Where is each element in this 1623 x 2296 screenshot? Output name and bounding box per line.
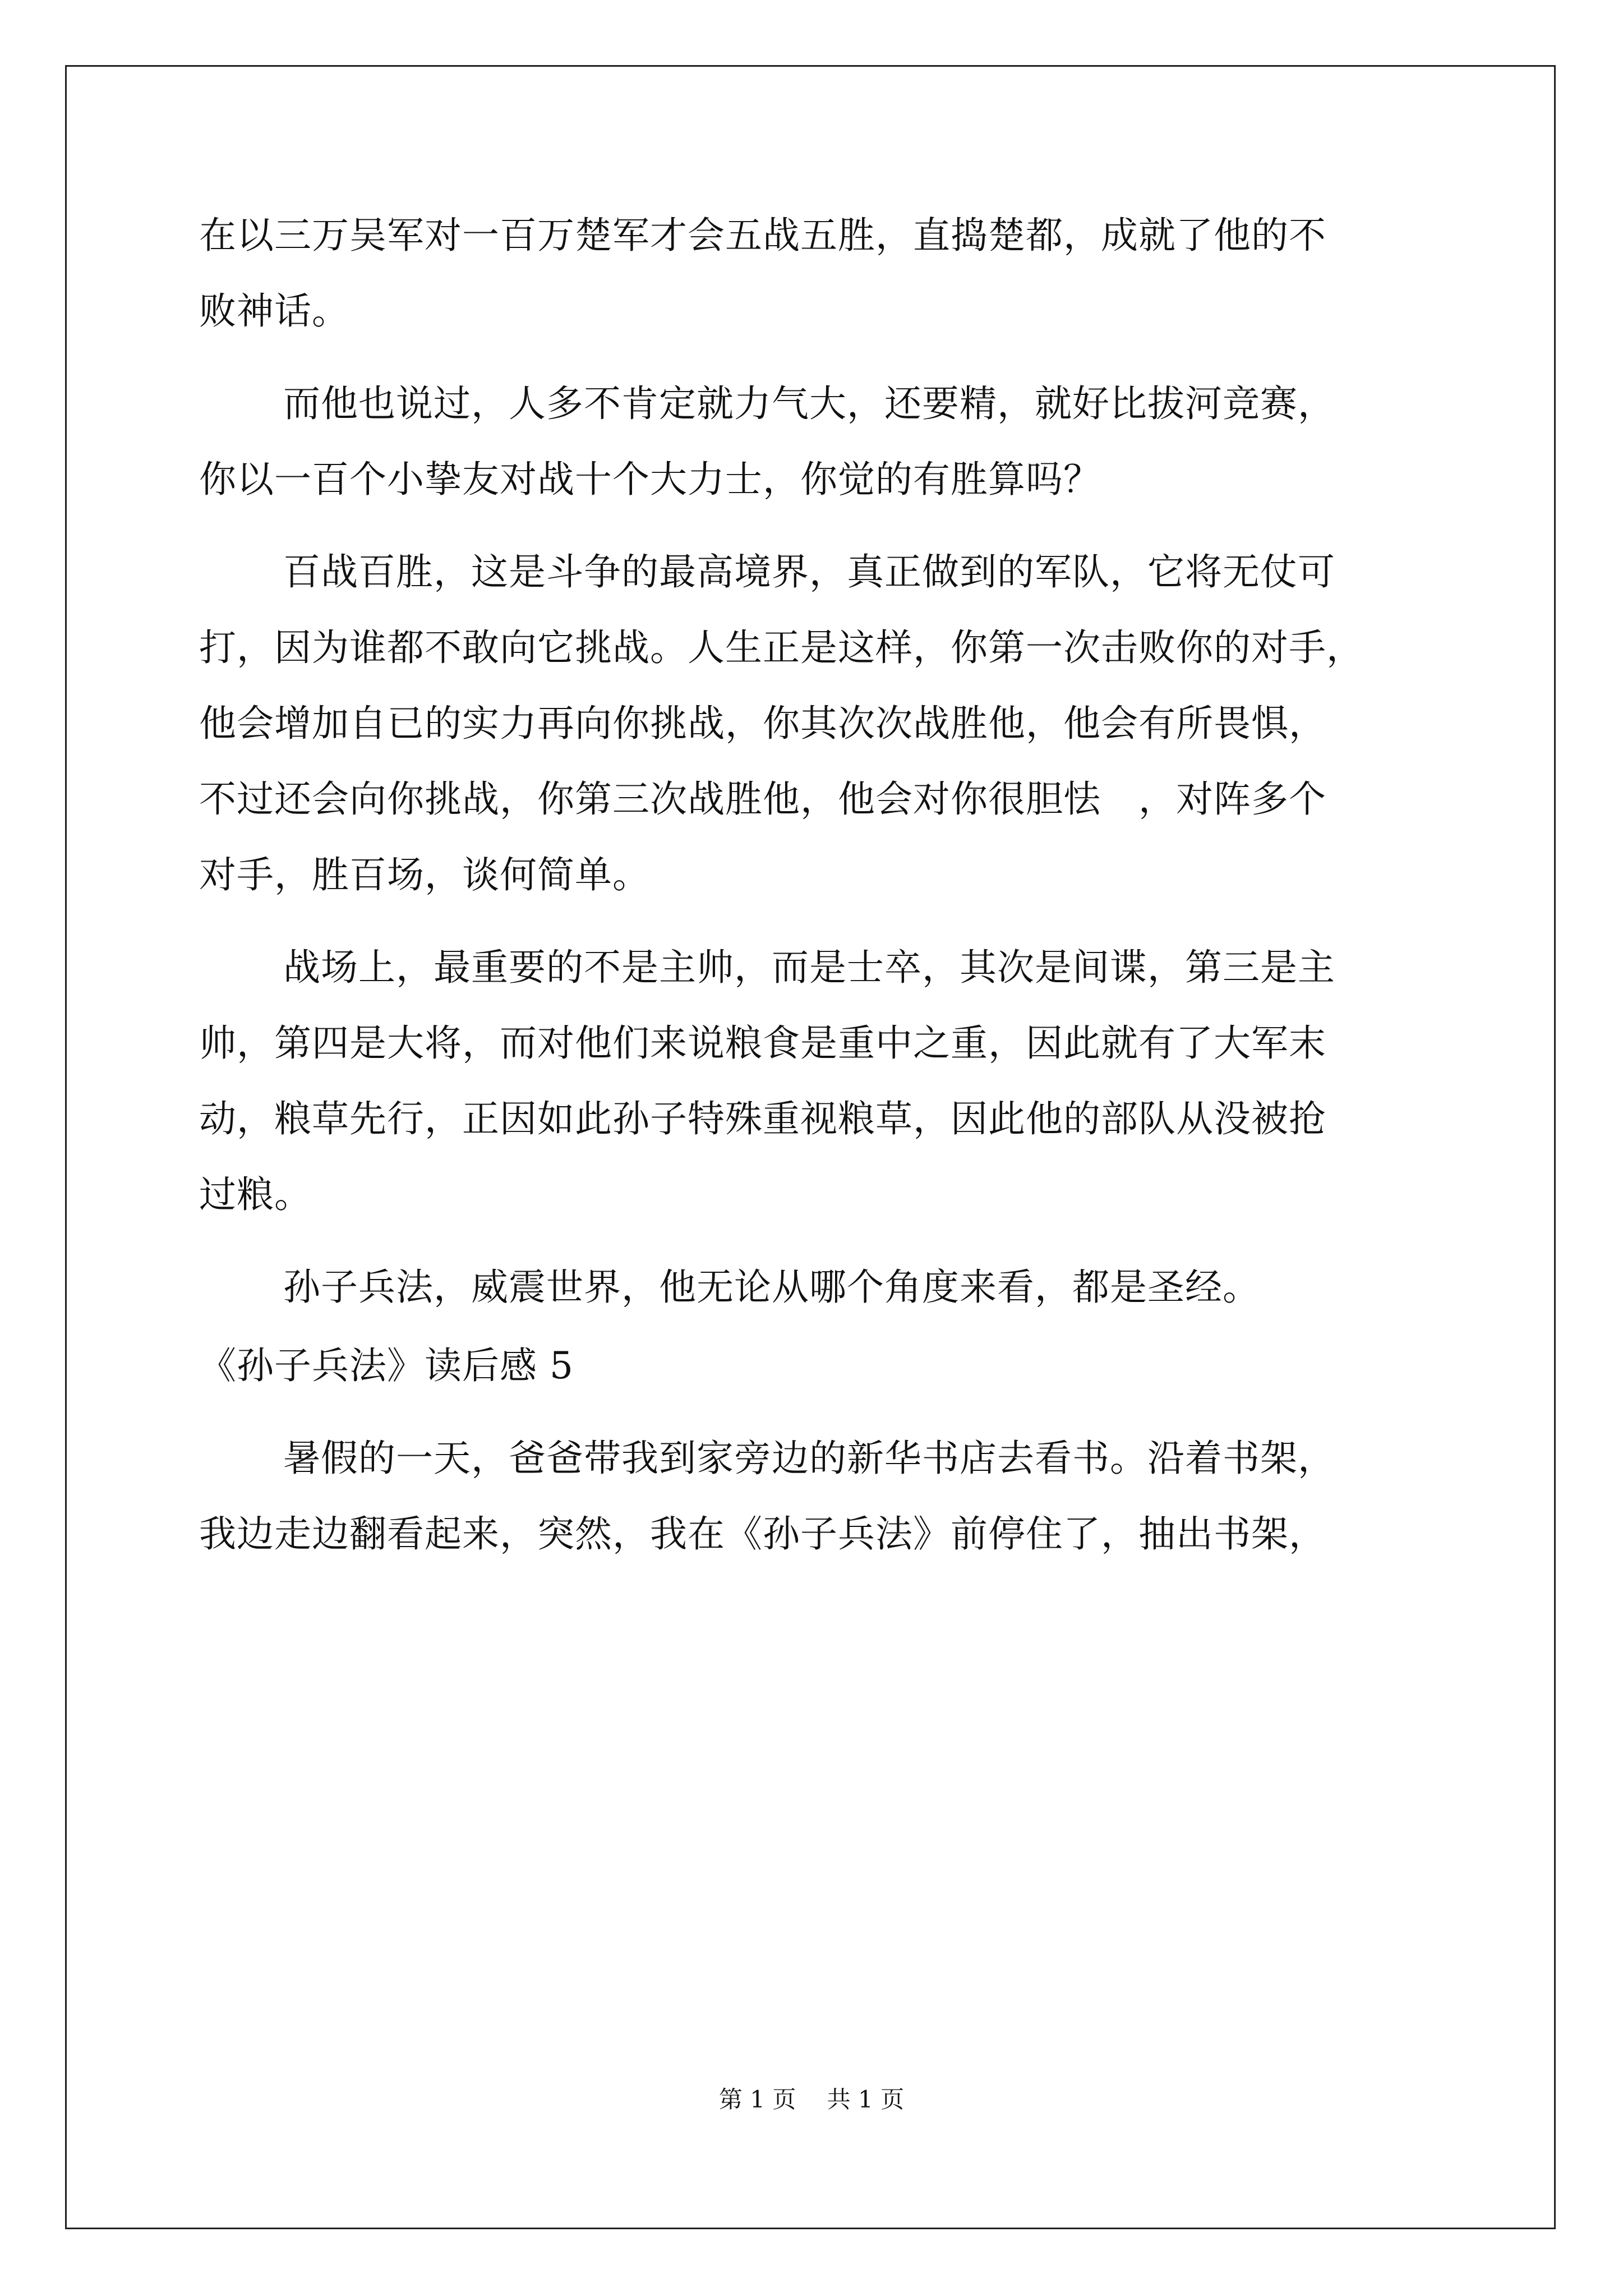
paragraph-line: 你以一百个小挚友对战十个大力士，你觉的有胜算吗？ — [199, 458, 1101, 501]
paragraph-line: 败神话。 — [199, 289, 349, 333]
paragraph-line: 打，因为谁都不敢向它挑战。人生正是这样，你第一次击败你的对手， — [199, 626, 1364, 669]
section-heading: 《孙子兵法》读后感 5 — [199, 1344, 574, 1387]
paragraph-line: 孙子兵法，威震世界，他无论从哪个角度来看，都是圣经。 — [283, 1266, 1260, 1309]
paragraph-line: 不过还会向你挑战，你第三次战胜他，他会对你很胆怯 ，对阵多个 — [199, 777, 1326, 821]
paragraph-line: 暑假的一天，爸爸带我到家旁边的新华书店去看书。沿着书架， — [283, 1437, 1335, 1480]
paragraph-line: 战场上，最重要的不是主帅，而是士卒，其次是间谍，第三是主 — [283, 946, 1335, 989]
paragraph-line: 在以三万吴军对一百万楚军才会五战五胜，直捣楚都，成就了他的不 — [199, 214, 1326, 257]
page-footer: 第 1 页 共 1 页 — [718, 2086, 905, 2113]
paragraph-line: 帅，第四是大将，而对他们来说粮食是重中之重，因此就有了大军末 — [199, 1022, 1326, 1065]
paragraph-line: 我边走边翻看起来，突然，我在《孙子兵法》前停住了，抽出书架， — [199, 1512, 1326, 1556]
paragraph-line: 他会增加自已的实力再向你挑战，你其次次战胜他，他会有所畏惧， — [199, 702, 1326, 745]
paragraph-line: 对手，胜百场，谈何简单。 — [199, 853, 650, 896]
paragraph-line: 动，粮草先行，正因如此孙子特殊重视粮草，因此他的部队从没被抢 — [199, 1097, 1326, 1140]
paragraph-line: 过粮。 — [199, 1173, 312, 1216]
paragraph-line: 而他也说过，人多不肯定就力气大，还要精，就好比拔河竞赛， — [283, 382, 1335, 425]
paragraph-line: 百战百胜，这是斗争的最高境界，真正做到的军队，它将无仗可 — [283, 550, 1335, 593]
